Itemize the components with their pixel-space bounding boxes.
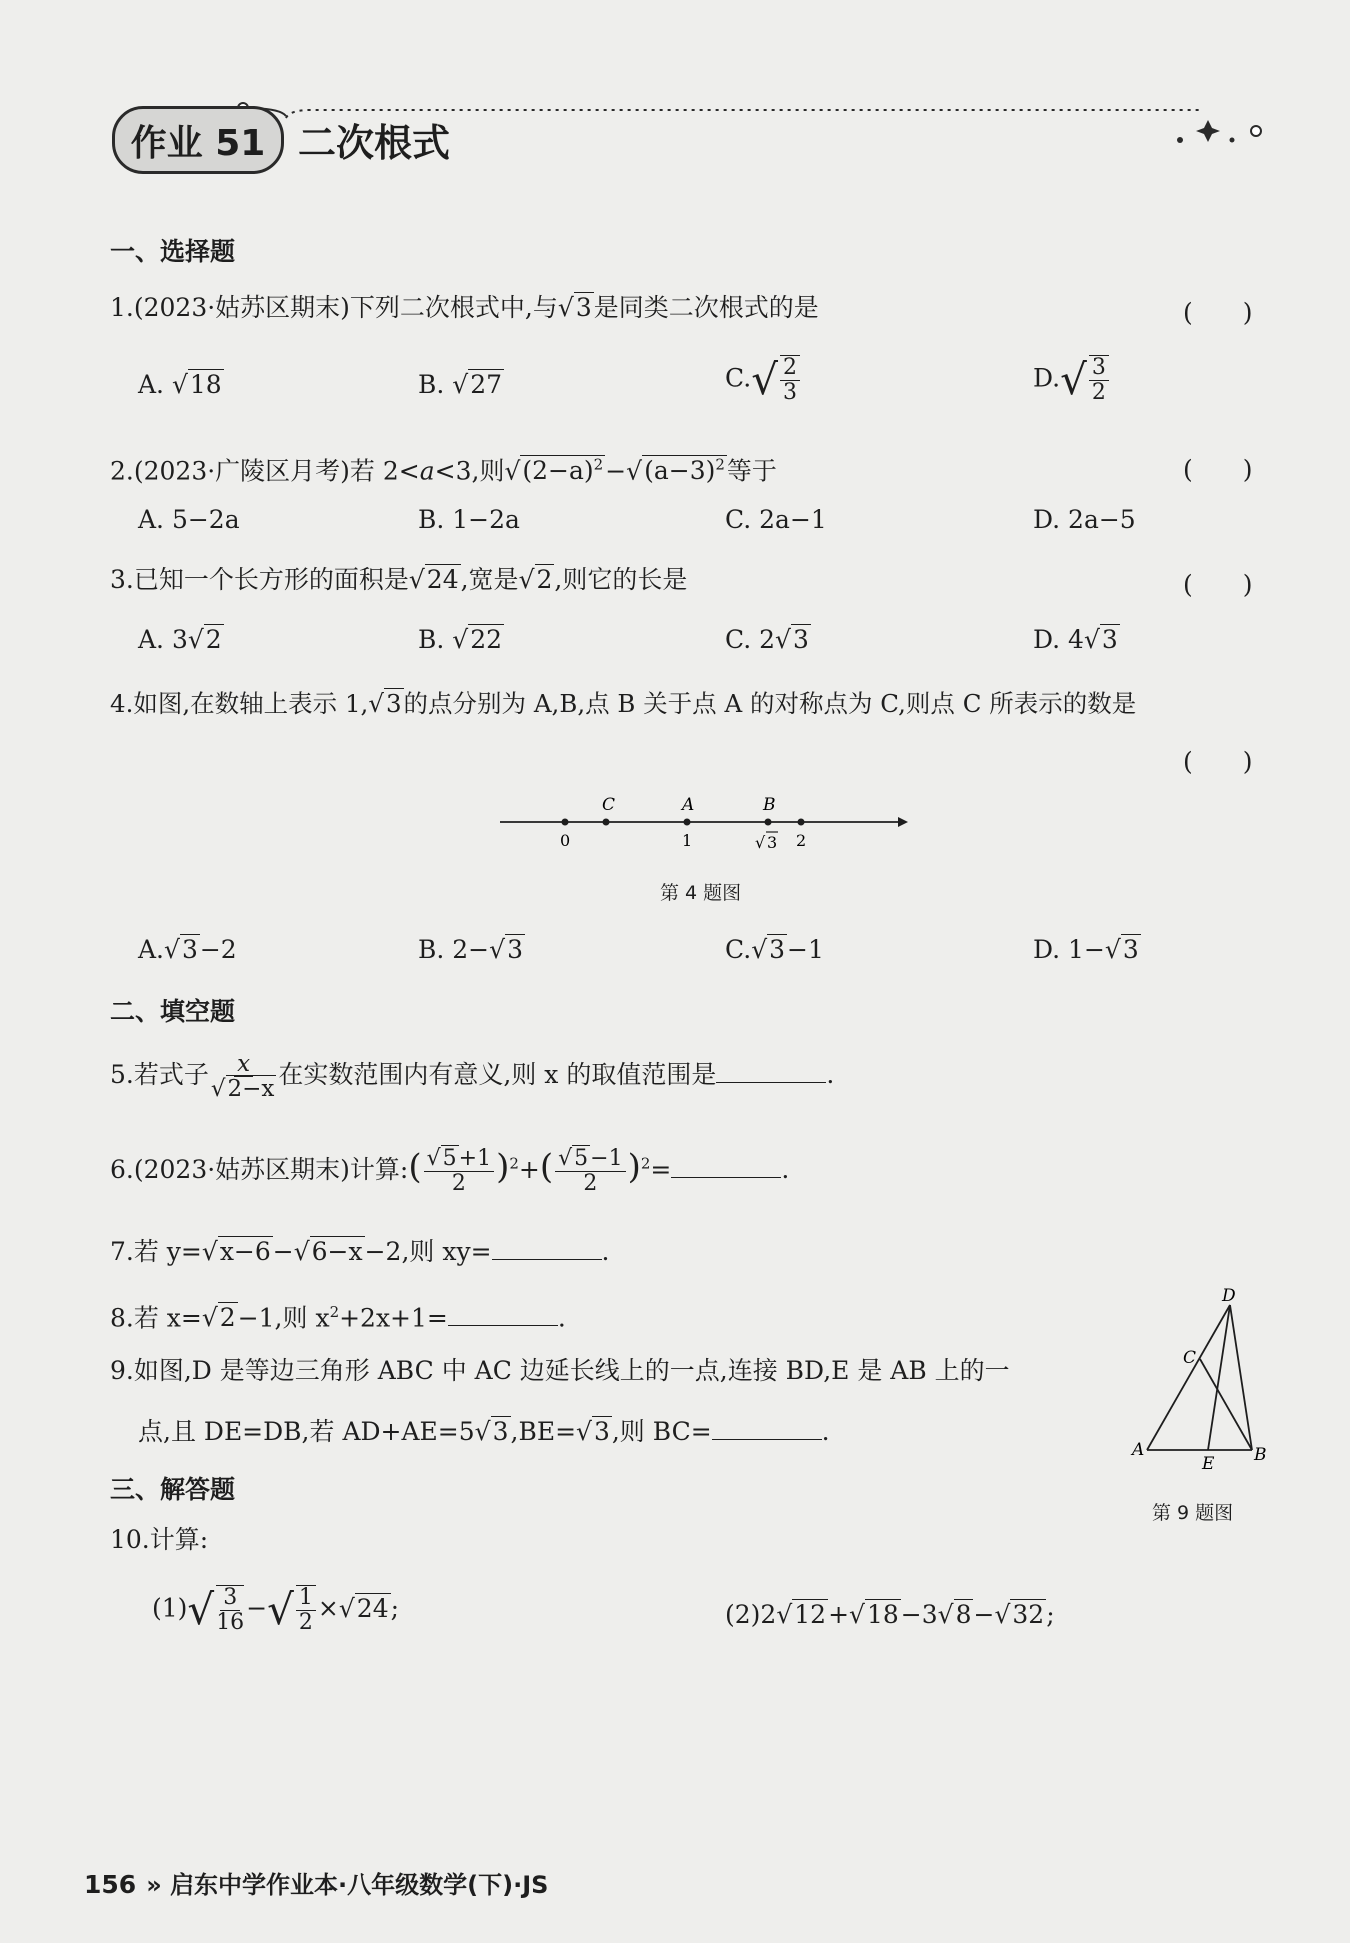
- question-1-stem: [110, 293, 819, 323]
- question-8-stem: 8.若 x=√2−1,则 $x^2+2x+1=$ .: [110, 1303, 566, 1333]
- q10-part2: (2)2√12+√18−3√8−√32;: [725, 1600, 1055, 1629]
- section-title-fill: 二、填空题: [110, 997, 236, 1026]
- q4-option-a[interactable]: A.√3−2: [138, 935, 237, 964]
- label-c: C: [602, 795, 616, 815]
- q1-option-b[interactable]: B. √27: [418, 370, 503, 399]
- figure-4-caption: 第 4 题图: [660, 882, 742, 904]
- q3-option-d[interactable]: D. 4√3: [1033, 625, 1118, 654]
- q3-option-b[interactable]: B. √22: [418, 625, 503, 654]
- triangle-figure: [1120, 1285, 1280, 1475]
- q4-option-c[interactable]: C.√3−1: [725, 935, 824, 964]
- question-6-stem: 6.(2023·姑苏区期末)计算:( $\frac{√5+1}{2}$ )$^2$+( $\frac{√5-1}{2}$ )$^2$= .: [110, 1146, 790, 1196]
- double-arrow-icon: »: [146, 1871, 162, 1899]
- q5-answer-blank[interactable]: [716, 1060, 826, 1083]
- q1-stem-a: 1.(2023·姑苏区期末)下列二次根式中,与: [110, 293, 558, 322]
- assignment-badge: 作业 51: [112, 106, 284, 174]
- q4-option-d[interactable]: D. 1−√3: [1033, 935, 1139, 964]
- q1-stem-b: 是同类二次根式的是: [593, 293, 819, 322]
- label-c: C: [1183, 1348, 1197, 1368]
- book-title: 启东中学作业本·八年级数学(下)·JS: [170, 1871, 549, 1899]
- q3-option-c[interactable]: C. 2√3: [725, 625, 809, 654]
- q2-answer-paren[interactable]: ( ): [1183, 455, 1253, 484]
- q6-answer-blank[interactable]: [671, 1155, 781, 1178]
- q3-option-a[interactable]: A. 3√2: [138, 625, 222, 654]
- label-b: B: [1254, 1445, 1267, 1465]
- tick-sqrt-symbol: √: [755, 833, 766, 852]
- q8-answer-blank[interactable]: [448, 1303, 558, 1326]
- section-title-choice: 一、选择题: [110, 237, 236, 266]
- question-7-stem: 7.若 y=√x−6−√6−x−2,则 xy= .: [110, 1237, 610, 1266]
- q1-option-d[interactable]: D.√ $\frac{3}{2}$: [1033, 355, 1111, 405]
- label-a: A: [1132, 1440, 1145, 1460]
- q2-option-d[interactable]: D. 2a−5: [1033, 505, 1136, 534]
- label-b: B: [763, 795, 776, 815]
- page-number: 156: [84, 1870, 137, 1899]
- question-3-stem: 3.已知一个长方形的面积是√24,宽是√2,则它的长是: [110, 565, 688, 594]
- number-line-figure: [490, 790, 910, 870]
- q1-answer-paren[interactable]: ( ): [1183, 298, 1253, 327]
- label-e: E: [1202, 1454, 1215, 1474]
- q9-answer-blank[interactable]: [712, 1417, 822, 1440]
- question-5-stem: 5.若式子 $\frac{x}{√2-x}$ 在实数范围内有意义,则 x 的取值范围是 .: [110, 1051, 835, 1102]
- figure-9-caption: 第 9 题图: [1152, 1502, 1234, 1524]
- question-2-stem: 2.(2023·广陵区月考)若 2<a<3,则$√(2-a)^2-√(a-3)^2$等于: [110, 456, 777, 486]
- point-c: [603, 819, 610, 826]
- page-footer: [84, 1865, 548, 1900]
- q4-answer-paren[interactable]: ( ): [1183, 747, 1253, 776]
- q2-option-b[interactable]: B. 1−2a: [418, 505, 520, 534]
- q4-option-b[interactable]: B. 2−√3: [418, 935, 523, 964]
- segment-bd: [1230, 1305, 1252, 1450]
- segment-ad: [1147, 1305, 1230, 1450]
- number-line-arrow: [898, 817, 908, 827]
- page-title: 二次根式: [298, 121, 451, 165]
- label-d: D: [1222, 1286, 1236, 1306]
- tick-sqrt3: 3: [767, 833, 778, 852]
- q1-radical: √3: [557, 293, 592, 322]
- point-b: [765, 819, 772, 826]
- tick-1: 1: [682, 831, 693, 850]
- point-a: [684, 819, 691, 826]
- q7-answer-blank[interactable]: [492, 1237, 602, 1260]
- q2-option-c[interactable]: C. 2a−1: [725, 505, 827, 534]
- question-10-stem: 10.计算:: [110, 1525, 209, 1554]
- tick-2: 2: [796, 831, 807, 850]
- point-0: [562, 819, 569, 826]
- question-4-stem: 4.如图,在数轴上表示 1,√3的点分别为 A,B,点 B 关于点 A 的对称点为 C,则点 C 所表示的数是: [110, 689, 1137, 718]
- q1-option-a[interactable]: A. √18: [138, 370, 222, 399]
- section-title-solve: 三、解答题: [110, 1475, 236, 1504]
- tick-0: 0: [560, 831, 571, 850]
- q1-option-c[interactable]: C.√ $\frac{2}{3}$: [725, 355, 802, 405]
- question-9-line1: 9.如图,D 是等边三角形 ABC 中 AC 边延长线上的一点,连接 BD,E 是 AB 上的一: [110, 1356, 1010, 1385]
- label-a: A: [682, 795, 695, 815]
- q3-answer-paren[interactable]: ( ): [1183, 570, 1253, 599]
- q10-part1: (1)√ $\frac{3}{16}$ −√ $\frac{1}{2}$ ×√24;: [152, 1585, 400, 1635]
- question-9-line2: 点,且 DE=DB,若 AD+AE=5√3,BE=√3,则 BC= .: [138, 1417, 830, 1446]
- q2-option-a[interactable]: A. 5−2a: [138, 505, 240, 534]
- point-2: [798, 819, 805, 826]
